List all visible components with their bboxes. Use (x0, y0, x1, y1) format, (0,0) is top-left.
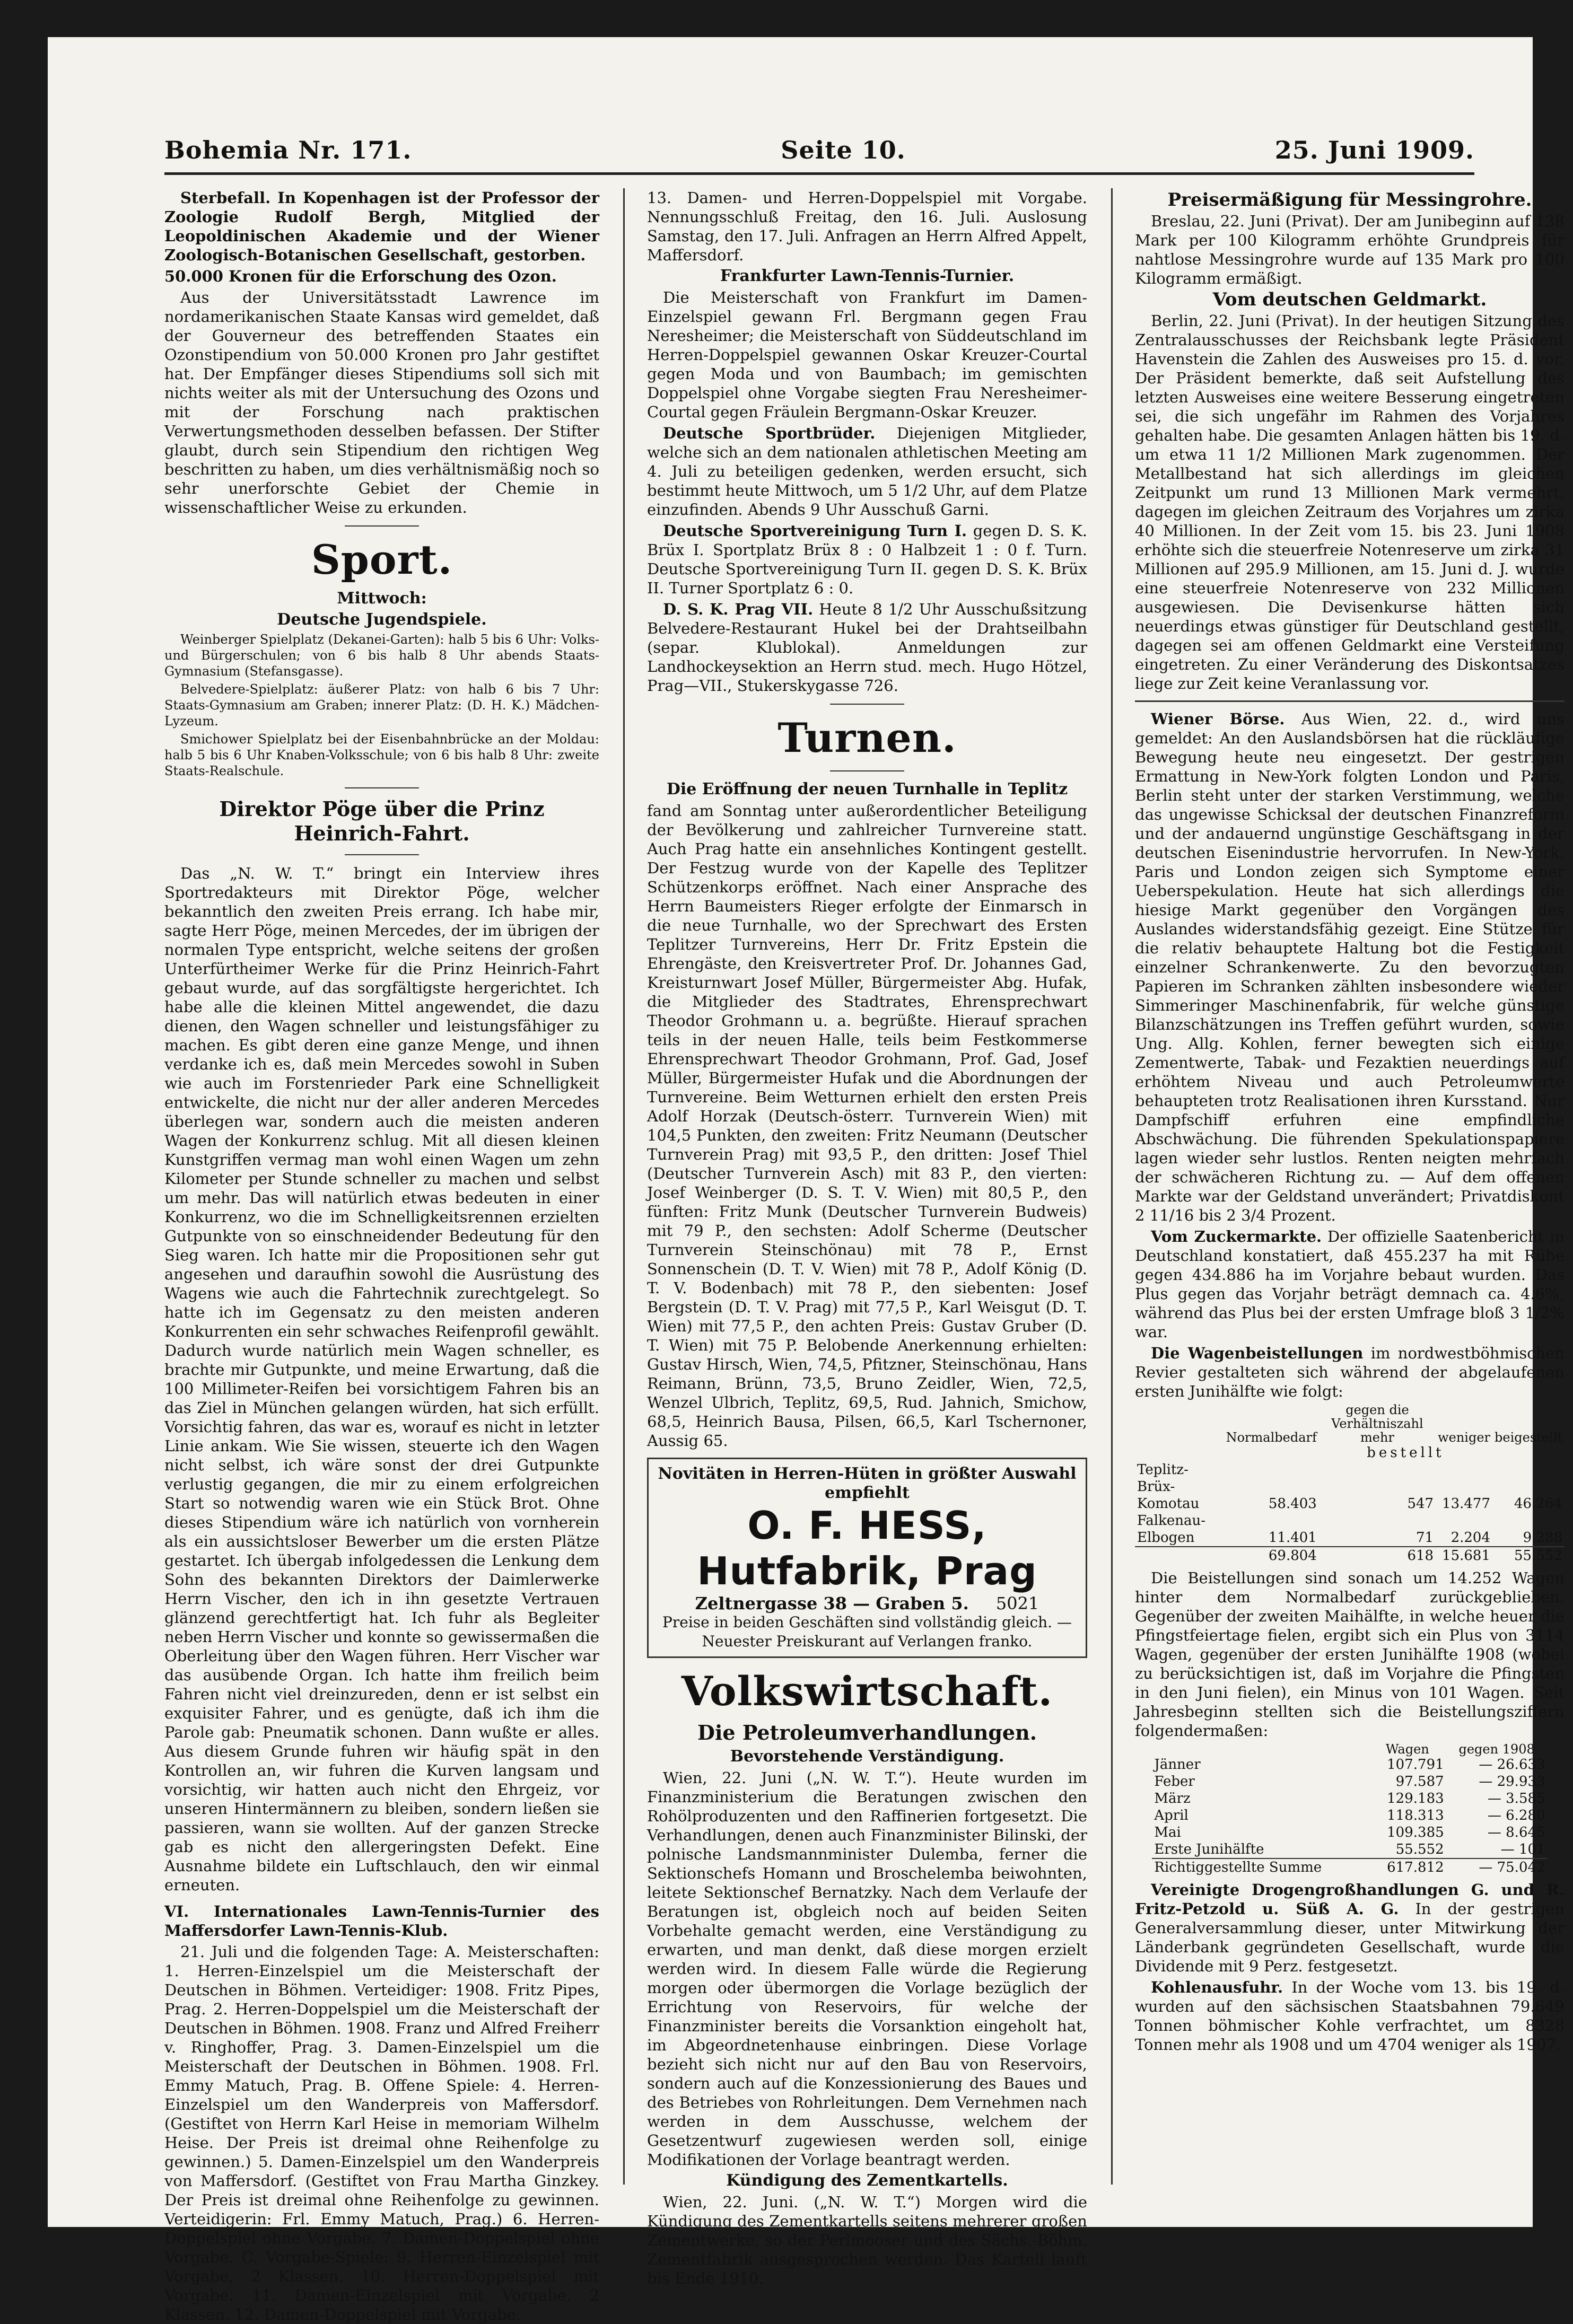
obituary-notice: Sterbefall. In Kopenhagen ist der Professor der Zoologie Rudolf Bergh, Mitglied der Leopoldinischen Akademie und der Wiener Zoologisch-Botanischen Gesellschaft, gestorben. (164, 189, 599, 264)
table-header-row (1135, 1403, 1565, 1444)
column-3 (1135, 188, 1565, 2190)
tennis-article-continued: 13. Damen- und Herren-Doppelspiel mit Vorgabe. Nennungsschluß Freitag, den 16. Juli. Auslosung Samstag, den 17. Juli. Anfragen an Herrn Alfred Appelt, Maffersdorf. (647, 189, 1087, 264)
table-cell: — 6.280 (1487, 1808, 1545, 1823)
column-divider (623, 188, 625, 2185)
separator (345, 787, 419, 788)
table-header: beigestellt (1495, 1430, 1562, 1445)
section-title-volkswirtschaft: Volkswirtschaft. (681, 1668, 1053, 1715)
table-cell: 11.401 (1268, 1530, 1317, 1546)
petrol-article: Wien, 22. Juni („N. W. T.“). Heute wurden im Finanzministerium die Beratungen zwischen den Rohölproduzenten und den Raffinerien fortgesetzt. Die Verhandlungen, denen auch Finanzminister Bilinski, der polnische Landsmannminister Dulemba, ferner die Sektionschefs Homann und Broschelemba beiwohnten, leitete Sektionschef Bernatzky. Nach dem Verlaufe der Beratungen ist, obgleich noch auf beiden Seiten Vorbehalte gemacht werden, eine Verständigung zu erwarten, und man denkt, daß diese morgen erzielt werden wird. In diesem Falle würde die Regierung morgen oder übermorgen die Vorlage bezüglich der Errichtung von Reservoirs, für welche der Finanzminister bereits die Vorsanktion eingeholt hat, im Abgeordnetenhause einbringen. Diese Vorlage bezieht sich nicht nur auf den Bau von Reservoirs, sondern auch auf die Konzessionierung des Baues und des Betriebes von Rohrleitungen. Dem Vernehmen nach werden in dem Ausschusse, welchem der Gesetzentwurf zugewiesen werden soll, einige Modifikationen der Vorlage beantragt werden. (647, 1769, 1087, 2169)
kohle-headline: Kohlenausfuhr. (1151, 1978, 1283, 1996)
zucker-article: Der offizielle Saatenbericht in Deutschland konstatiert, daß 455.237 ha mit Rübe gegen 434.886 ha im Vorjahre bebaut wurden. Das Plus gegen das Vorjahr beträgt demnach ca. 4.6%, während das Plus bei der ersten Umfrage bloß 3 1/2% war. (1135, 1227, 1565, 1341)
table-cell: 547 (1407, 1496, 1434, 1512)
table-cell: 55.552 (1395, 1841, 1444, 1857)
frankfurt-headline: Frankfurter Lawn-Tennis-Turnier. (720, 267, 1015, 285)
table-cell: — 75.042 (1446, 1858, 1548, 1876)
ad-address (655, 1594, 1079, 1613)
frankfurt-article: Die Meisterschaft von Frankfurt im Damen-Einzelspiel gewann Frl. Bergmann gegen Frau Neresheimer; die Meisterschaft von Süddeutschland im Herren-Doppelspiel gewannen Oskar Kreuzer-Courtal gegen Moda und von Baumbach; im gemischten Doppelspiel ohne Vorgabe siegten Frau Neresheimer-Courtal gegen Fräulein Bergmann-Oskar Kreuzer. (647, 288, 1087, 421)
ad-footer (655, 1613, 1079, 1651)
table-cell: — 8.645 (1487, 1825, 1545, 1840)
table-header: Wagen (1385, 1742, 1429, 1757)
table-total-row (1135, 1547, 1565, 1564)
turnhalle-headline: Die Eröffnung der neuen Turnhalle in Teplitz (666, 780, 1068, 799)
weekday-label: Mittwoch: (337, 589, 427, 608)
monthly-table (1152, 1742, 1547, 1876)
ad-footer-line: Neuester Preiskurant auf Verlangen franko. (702, 1633, 1033, 1650)
poege-article: Das „N. W. T.“ bringt ein Interview ihres Sportredakteurs mit Direktor Pöge, welcher bekanntlich den zweiten Preis errang. Ich habe mir, sagte Herr Pöge, meinen Mercedes, der im übrigen der normalen Type entspricht, welche seitens der großen Unterfürtheimer Werke für die Prinz Heinrich-Fahrt gebaut wurde, auf das sorgfältigste hergerichtet. Ich habe alle die kleinen Mittel angewendet, die dazu dienen, den Wagen schneller und leistungsfähiger zu machen. Es gibt deren eine ganze Menge, und ihnen verdanke ich es, daß mein Mercedes sowohl in Suben wie auch im Forstenrieder Park eine Schnelligkeit entwickelte, die nicht nur der aller anderen Mercedes überlegen war, sondern auch die meisten anderen Wagen der Konkurrenz schlug. Mit all diesen kleinen Kunstgriffen vermag man wohl einen Wagen um zehn Kilometer per Stunde schneller zu machen und selbst um mehr. Das will natürlich etwas bedeuten in einer Konkurrenz, wo die im Schnelligkeitsrennen erzielten Gutpunkte von so einschneidender Bedeutung für den Sieg waren. Ich hatte mir die Propositionen sehr gut angesehen und daraufhin sowohl die Ausrüstung des Wagens wie auch die Fahrtechnik zurechtgelegt. So hatte ich im Gegensatz zu den meisten anderen Konkurrenten ein sehr schwaches Reifenprofil gewählt. Dadurch wurde natürlich mein Wagen schneller, es brachte mir Gutpunkte, und meine Erwartung, daß die 100 Millimeter-Reifen bei vorsichtigem Fahren bis an das Ziel in München gelangen würden, hat sich erfüllt. Vorsichtig fahren, das war es, worauf es nicht in letzter Linie ankam. Wie Sie wissen, steuerte ich den Wagen nicht selbst, ich wäre sonst der drei Gutpunkte verlustig gegangen, die mir zu einem erfolgreichen Start so notwendig waren wie ein Stück Brot. Ohne dieses Stipendium wäre ich natürlich von vornherein als ein aussichtsloser Bewerber um die ersten Plätze gestartet. Ich übergab infolgedessen die Lenkung dem Sohn des bekannten Direktors der Daimlerwerke Herrn Vischer, den ich in ihn gesetzte Vertrauen glänzend gerechtfertigt hat. Ich fuhr als Begleiter neben Herrn Vischer und konnte so gewissermaßen die Oberleitung über den Wagen führen. Herr Vischer war das ausübende Organ. Ich hatte ihm freilich beim Fahren nicht viel dreinzureden, denn er ist selbst ein exquisiter Fahrer, und es genügte, daß ich ihm die Parole gab: Pneumatik schonen. Dann wußte er alles. Aus diesem Grunde fuhren wir häufig spät in den Kontrollen an, wir fuhren die Kurven langsam und vorsichtig, wir hatten auch nicht den Ehrgeiz, vor unseren Hintermännern zu bleiben, sondern ließen sie passieren, wann sie wollten. Auf der ganzen Strecke gab es nicht den allergeringsten Defekt. Eine Ausnahme bildete ein Luftschlauch, den wir einmal erneuten. (164, 864, 599, 1894)
table-cell: Jänner (1154, 1757, 1201, 1773)
wagen-table (1135, 1403, 1565, 1564)
table-cell: April (1154, 1808, 1189, 1823)
drogen-headline: Vereinigte Drogengroßhandlungen G. und R. Fritz-Petzold u. Süß A. G. (1135, 1881, 1565, 1918)
table-cell: — 29.933 (1479, 1774, 1545, 1790)
playground-schedule: Smichower Spielplatz bei der Eisenbahnbrücke an der Moldau: halb 5 bis 6 Uhr Knaben-Volksschule; von 6 bis halb 8 Uhr: zweite Staats-Realschule. (164, 732, 599, 778)
table-row (1152, 1807, 1547, 1824)
table-cell: März (1154, 1791, 1191, 1806)
messing-article: Breslau, 22. Juni (Privat). Der am Junibeginn auf 138 Mark per 100 Kilogramm erhöhte Grundpreis für nahtlose Messingrohre wurde auf 135 Mark pro 100 Kilogramm ermäßigt. (1135, 212, 1565, 287)
wagen-article: im nordwestböhmischen Revier gestalteten sich während der abgelaufenen ersten Junihälfte wie folgt: (1135, 1344, 1565, 1400)
page-number: Seite 10. (781, 136, 906, 164)
table-header-row (1152, 1742, 1547, 1756)
boerse-article: Aus Wien, 22. d., wird uns gemeldet: An den Auslandsbörsen hat die rückläufige Bewegung heute neu eingesetzt. Der gestrigen Ermattung in New-York folgten London und Paris, Berlin steht unter der starken Verstimmung, welche das ungewisse Schicksal der deutschen Finanzreform und der andauernd ungünstige Geschäftsgang in der deutschen Eisenindustrie hervorrufen. In New-York, Paris und London zeigen sich Symptome einer Ueberspekulation. Heute hat sich allerdings die hiesige Markt gegenüber den Vorgängen des Auslandes widerstandsfähig gezeigt. Eine Stütze für die relativ behauptete Haltung bot die Festigkeit einzelner Schrankenwerte. Zu den bevorzugten Papieren im Schranken zählten insbesondere wieder Simmeringer Maschinenfabrik, für welche günstige Bilanzschätzungen ins Treffen geführt wurden, sowie Ung. Allg. Kohlen, ferner bewegten sich einige Zementwerte, Tabak- und Fezaktien neuerdings auf erhöhtem Niveau und auch Petroleumwerte behaupteten trotz Realisationen ihren Kursstand. Nur Dampfschiff erfuhren eine empfindliche Abschwächung. Die führenden Spekulationspapiere lagen wieder sehr lustlos. Renten neigten mehrfach der schwächeren Richtung zu. — Auf dem offenen Markte war der Geldstand unverändert; Privatdiskont 2 11/16 bis 2 3/4 Prozent. (1135, 710, 1565, 1224)
table-row (1135, 1461, 1565, 1512)
drogen-article: In der gestrigen Generalversammlung dieser, unter Mitwirkung der Länderbank gegründeten Gesellschaft, wurde die Dividende mit 9 Perz. festgesetzt. (1135, 1900, 1565, 1975)
masthead-issue: Bohemia Nr. 171. (164, 136, 412, 164)
table-cell: Teplitz-Brüx-Komotau (1137, 1462, 1200, 1512)
wagen-headline: Die Wagenbeistellungen (1151, 1344, 1364, 1362)
zement-headline: Kündigung des Zementkartells. (726, 2171, 1008, 2190)
ozon-article: Aus der Universitätsstadt Lawrence im nordamerikanischen Staate Kansas wird gemeldet, daß der Gouverneur des betreffenden Staates ein Ozonstipendium von 50.000 Kronen pro Jahr gestiftet hat. Der Empfänger dieses Stipendiums soll sich mit nichts weiter als mit der Untersuchung des Ozons und mit der Forschung nach praktischen Verwertungsmethoden desselben befassen. Der Stifter glaubt, durch sein Stipendium den richtigen Weg beschritten zu haben, um dies verhältnismäßig noch so sehr unerforschte Gebiet der Chemie in wissenschaftlicher Weise zu erkunden. (164, 288, 599, 516)
table-cell: 617.812 (1369, 1858, 1446, 1876)
table-row (1152, 1756, 1547, 1773)
table-cell: 13.477 (1442, 1496, 1491, 1512)
separator (345, 525, 419, 527)
table-cell: 69.804 (1224, 1547, 1319, 1564)
sportvereinigung-headline: Deutsche Sportvereinigung Turn I. (663, 522, 967, 540)
table-cell: 55.552 (1492, 1547, 1565, 1564)
tennis-headline: VI. Internationales Lawn-Tennis-Turnier des Maffersdorfer Lawn-Tennis-Klub. (164, 1902, 599, 1940)
section-title-sport: Sport. (311, 536, 453, 583)
ad-headline (655, 1464, 1079, 1503)
playground-schedule: Belvedere-Spielplatz: äußerer Platz: von halb 6 bis 7 Uhr: Staats-Gymnasium am Graben; innerer Platz: (D. H. K.) Mädchen-Lyzeum. (164, 682, 599, 729)
table-subheader-row (1135, 1444, 1565, 1461)
table-cell: — 3.585 (1487, 1791, 1545, 1806)
table-header (1135, 1403, 1224, 1444)
table-header: gegen 1908 (1458, 1742, 1535, 1757)
ad-number: 5021 (995, 1593, 1039, 1613)
geldmarkt-headline: Vom deutschen Geldmarkt. (1212, 289, 1487, 310)
table-cell: 107.791 (1387, 1757, 1444, 1773)
table-cell: — 26.633 (1479, 1757, 1545, 1773)
petrol-subheadline: Bevorstehende Verständigung. (730, 1747, 1004, 1766)
ad-footer-line: Preise in beiden Geschäften sind vollständig gleich. — (662, 1613, 1072, 1631)
table-cell: 71 (1416, 1530, 1434, 1546)
table-cell: 58.403 (1268, 1496, 1317, 1512)
separator (345, 854, 419, 855)
table-cell: Falkenau-Elbogen (1137, 1513, 1206, 1546)
table-cell: 2.204 (1450, 1530, 1491, 1546)
table-cell: Erste Junihälfte (1154, 1841, 1264, 1857)
sportbrueder-article: Diejenigen Mitglieder, welche sich an dem nationalen athletischen Meeting am 4. Juli zu beteiligen gedenken, werden ersucht, sich bestimmt heute Mittwoch, um 5 1/2 Uhr, auf dem Platze einzufinden. Abends 9 Uhr Ausschuß Garni. (647, 424, 1088, 519)
jugendspiele-heading: Deutsche Jugendspiele. (277, 610, 487, 629)
issue-date: 25. Juni 1909. (1274, 136, 1474, 164)
column-1 (164, 188, 599, 2323)
table-row (1152, 1824, 1547, 1841)
zement-article: Wien, 22. Juni. („N. W. T.“) Morgen wird die Kündigung des Zementkartells seitens mehrerer großen Zementwerke, so der Perlmooser und des Sächs.-Böhm. Zementfabrik ausgesprochen werden. Das Kartell lauft bis Ende 1910. (647, 2193, 1087, 2287)
ad-address-text: Zeltnergasse 38 — Graben 5. (695, 1593, 969, 1613)
dsk-headline: D. S. K. Prag VII. (663, 600, 814, 618)
dsk-article: Heute 8 1/2 Uhr Ausschußsitzung Belvedere-Restaurant Hukel bei der Drahtseilbahn (separ. Klublokal). Anmeldungen zur Landhockeysektion an Herrn stud. mech. Hugo Hötzel, Prag—VII., Stukerskygasse 726. (647, 600, 1087, 695)
geldmarkt-article: Berlin, 22. Juni (Privat). In der heutigen Sitzung des Zentralausschusses der Reichsbank legte Präsident Havenstein die Zahlen des Ausweises pro 15. d. vor. Der Präsident bemerkte, daß seit Aufstellung des letzten Ausweises eine weitere Besserung eingetreten sei, die sich ungefähr im Rahmen des Vorjahres gehalten habe. Die gesamten Anlagen hätten bis 19. d. um etwa 11 1/2 Millionen Mark zugenommen. Der Metallbestand hat sich allerdings im gleichen Zeitpunkt um rund 13 Millionen Mark vermehrt, dagegen im gleichen Zeitraum des Vorjahres um zirka 40 Millionen. In der Zeit vom 15. bis 23. Juni 1908 erhöhte sich die steuerfreie Notenreserve um zirka 31 Millionen auf 295.9 Millionen, am 15. Juni d. J. wurde eine steuerfreie Notenreserve von 232 Millionen ausgewiesen. Die Devisenkurse hätten sich neuerdings etwas günstiger für Deutschland gestellt, dagegen sei am offenen Geldmarkt eine Versteifung eingetreten. Zu einer Veränderung des Diskontsatzes liege zur Zeit keine Veranlassung vor. (1135, 312, 1565, 692)
table-header: weniger (1438, 1430, 1491, 1445)
table-total-row (1152, 1858, 1547, 1876)
ozon-headline: 50.000 Kronen für die Erforschung des Ozon. (164, 267, 557, 285)
messing-headline: Preisermäßigung für Messingrohre. (1167, 189, 1532, 211)
table-cell: 109.385 (1387, 1825, 1444, 1840)
separator (830, 704, 904, 705)
tennis-article: 21. Juli und die folgenden Tage: A. Meisterschaften: 1. Herren-Einzelspiel um die Meisterschaft der Deutschen in Böhmen. Verteidiger: 1908. Fritz Pipes, Prag. 2. Herren-Doppelspiel um die Meisterschaft der Deutschen in Böhmen. 1908. Franz und Alfred Freiherr v. Ringhoffer, Prag. 3. Damen-Einzelspiel um die Meisterschaft der Deutschen in Böhmen. 1908. Frl. Emmy Matuch, Prag. B. Offene Spiele: 4. Herren-Einzelspiel um den Wanderpreis von Maffersdorf. (Gestiftet von Herrn Karl Heise in memoriam Wilhelm Heise. Der Preis ist dreimal ohne Reihenfolge zu gewinnen.) 5. Damen-Einzelspiel um den Wanderpreis von Maffersdorf. (Gestiftet von Frau Martha Ginzkey. Der Preis ist dreimal ohne Reihenfolge zu gewinnen. Verteidigerin: Frl. Emmy Matuch, Prag.) 6. Herren-Doppelspiel ohne Vorgabe. 7. Damen-Doppelspiel ohne Vorgabe. C. Vorgabe-Spiele: 9. Herren-Einzelspiel mit Vorgabe, 2 Klassen. 10. Herren-Doppelspiel mit Vorgabe. 11. Damen-Einzelspiel mit Vorgabe, 2 Klassen. 12. Damen-Doppelspiel mit Vorgabe. (164, 1943, 599, 2323)
table-cell: Mai (1154, 1825, 1181, 1840)
table-cell: 618 (1319, 1547, 1436, 1564)
table-cell: Richtiggestellte Summe (1152, 1858, 1369, 1876)
table-cell: 46.264 (1514, 1496, 1562, 1512)
playground-schedule: Weinberger Spielplatz (Dekanei-Garten): halb 5 bis 6 Uhr: Volks- und Bürgerschulen; von 6 bis halb 8 Uhr abends Staats-Gymnasium (Stefansgasse). (164, 632, 599, 679)
column-divider (1111, 188, 1113, 2185)
newspaper-page (48, 37, 1565, 2323)
table-row (1152, 1841, 1547, 1858)
table-header: Normalbedarf (1226, 1430, 1317, 1445)
zucker-headline: Vom Zuckermarkte. (1151, 1227, 1322, 1246)
table-cell (1135, 1547, 1224, 1564)
kohle-article: In der Woche vom 13. bis 19. d. wurden auf den sächsischen Staatsbahnen 79.649 Tonnen böhmischer Kohle verfrachtet, um 8328 Tonnen mehr als 1908 und um 4704 weniger als 1907. (1135, 1978, 1565, 2054)
table-cell: — 101 (1500, 1841, 1545, 1857)
page-header (164, 114, 1474, 164)
table-cell: 9.288 (1523, 1530, 1562, 1546)
sportvereinigung-article: gegen D. S. K. Brüx I. Sportplatz Brüx 8 : 0 Halbzeit 1 : 0 f. Turn. Deutsche Sportvereinigung Turn II. gegen D. S. K. Brüx II. Turner Sportplatz 6 : 0. (647, 522, 1088, 597)
petrol-headline: Die Petroleumverhandlungen. (697, 1721, 1037, 1744)
table-cell: 118.313 (1387, 1808, 1444, 1823)
boerse-headline: Wiener Börse. (1151, 710, 1285, 728)
ad-company-name: O. F. HESS, Hutfabrik, Prag (697, 1503, 1037, 1593)
table-header (1152, 1742, 1369, 1756)
turnhalle-article: fand am Sonntag unter außerordentlicher Beteiligung der Bevölkerung und zahlreicher Turnvereine statt. Auch Prag hatte ein ansehnliches Kontingent gestellt. Der Festzug wurde von der Kapelle des Teplitzer Schützenkorps eröffnet. Nach einer Ansprache des Herrn Baumeisters Rieger erfolgte der Einmarsch in die neue Turnhalle, wo der Sprechwart des Ersten Teplitzer Turnvereins, Herr Dr. Fritz Epstein die Ehrengäste, den Kreisvertreter Prof. Dr. Johannes Gad, Kreisturnwart Josef Müller, Bürgermeister Abg. Hufak, die Mitglieder des Stadtrates, Ehrensprechwart Theodor Grohmann u. a. begrüßte. Hierauf sprachen teils in der neuen Halle, teils beim Festkommerse Ehrensprechwart Theodor Grohmann, Prof. Gad, Josef Müller, Bürgermeister Hufak und die Abordnungen der Turnvereine. Beim Wetturnen erhielt den ersten Preis Adolf Horzak (Deutsch-österr. Turnverein Wien) mit 104,5 Punkten, den zweiten: Fritz Neumann (Deutscher Turnverein Prag) mit 93,5 P., den dritten: Josef Thiel (Deutscher Turnverein Asch) mit 83 P., den vierten: Josef Weinberger (D. S. T. V. Wien) mit 80,5 P., den fünften: Fritz Munk (Deutscher Turnverein Budweis) mit 79 P., den sechsten: Adolf Scherme (Deutscher Turnverein Steinschönau) mit 78 P., Ernst Sonnenschein (D. T. V. Wien) mit 78 P., Adolf König (D. T. V. Bodenbach) mit 78 P., den siebenten: Josef Bergstein (D. T. V. Prag) mit 77,5 P., Karl Weisgut (D. T. Wien) mit 77,5 P., den achten Preis: Gustav Gruber (D. T. Wien) mit 75 P. Belobende Anerkennung erhielten: Gustav Hirsch, Wien, 74,5, Pfitzner, Steinschönau, Hans Reimann, Brünn, 73,5, Bruno Zeidler, Wien, 72,5, Wenzel Ulbrich, Teplitz, 69,5, Rud. Jahnich, Smichow, 68,5, Heinrich Bausa, Pilsen, 66,5, Karl Tschernoner, Aussig 65. (647, 802, 1087, 1450)
separator (1135, 700, 1565, 702)
bestellungen-article: Die Beistellungen sind sonach um 14.252 Wagen hinter dem Normalbedarf zurückgeblieben. Gegenüber der zweiten Maihälfte, in welche heuer die Pfingstfeiertage fielen, ergibt sich ein Plus von 3114 Wagen, gegenüber der ersten Junihälfte 1908 (wobei zu berücksichtigen ist, daß im Vorjahre die Pfingsten in den Juni fielen), ein Minus von 101 Wagen. Seit Jahresbeginn stellten sich die Beistellungsziffern folgendermaßen: (1135, 1569, 1565, 1740)
section-title-turnen: Turnen. (777, 714, 957, 761)
table-cell: 97.587 (1395, 1774, 1444, 1790)
ad-headline-text: Novitäten in Herren-Hüten (658, 1464, 900, 1483)
table-row (1135, 1512, 1565, 1547)
table-row (1152, 1790, 1547, 1807)
poege-headline: Direktor Pöge über die Prinz Heinrich-Fahrt. (219, 797, 545, 845)
table-cell: 129.183 (1387, 1791, 1444, 1806)
table-subheader: bestellt (1367, 1445, 1445, 1461)
table-row (1152, 1773, 1547, 1790)
advertisement-hess (647, 1458, 1087, 1658)
separator (830, 770, 904, 771)
table-header: gegen die Verhältniszahl mehr (1331, 1402, 1423, 1445)
ad-headline-sub: in größter Auswahl empfiehlt (825, 1464, 1077, 1502)
column-2 (647, 188, 1088, 2287)
sportbrueder-headline: Deutsche Sportbrüder. (663, 424, 876, 442)
table-cell: Feber (1154, 1774, 1195, 1790)
header-rule (164, 172, 1474, 175)
table-cell: 15.681 (1436, 1547, 1492, 1564)
